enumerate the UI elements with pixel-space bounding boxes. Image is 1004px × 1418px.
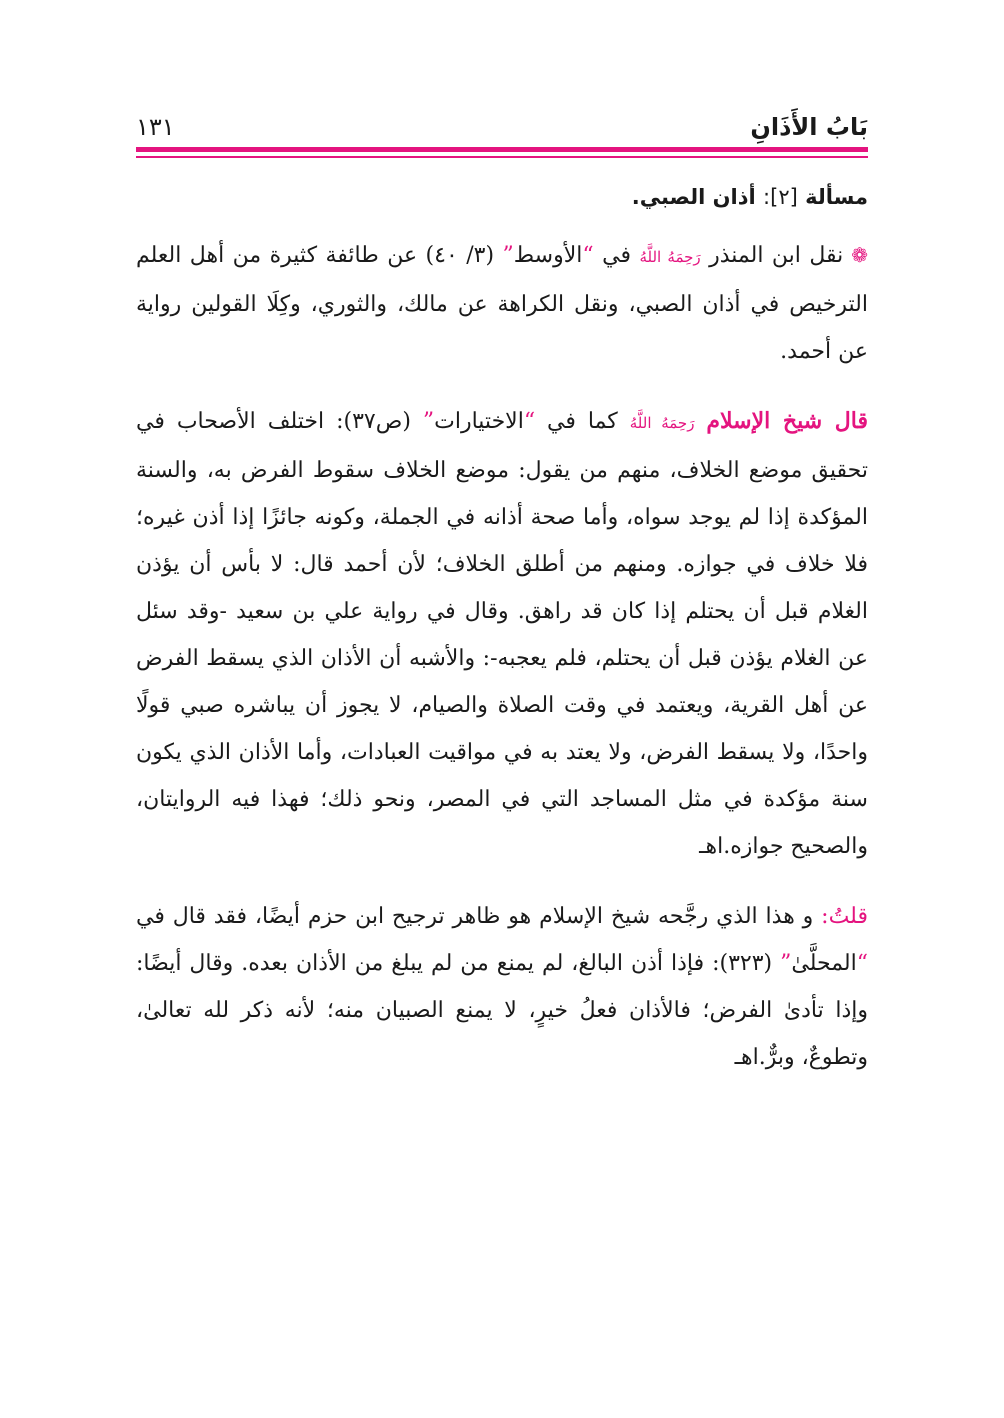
paragraph-shaykh-alislam bbox=[136, 398, 868, 870]
speaker-label: قال شيخ الإسلام bbox=[706, 408, 868, 434]
page-body bbox=[136, 180, 868, 1081]
p2-text-b: (ص٣٧): اختلف الأصحاب في تحقيق موضع الخلاف، منهم من يقول: موضع الخلاف سقوط الفرض به، والسنة المؤكدة إذا لم يوجد سواه، وأما صحة أذانه في الجملة، وكونه جائزًا إذا أذن غيره؛ فلا خلاف في جوازه. ومنهم من أطلق الخلاف؛ لأن أحمد قال: لا بأس أن يؤذن الغلام قبل أن يحتلم إذا كان قد راهق. وقال في رواية علي بن سعيد -وقد سئل عن الغلام يؤذن قبل أن يحتلم، فلم يعجبه-: والأشبه أن الأذان الذي يسقط الفرض عن أهل القرية، ويعتمد في وقت الصلاة والصيام، لا يجوز أن يباشره صبي قولًا واحدًا، ولا يسقط الفرض، ولا يعتد به في مواقيت العبادات، وأما الأذان الذي يكون سنة مؤكدة في مثل المساجد التي في المصر، ونحو ذلك؛ فهذا فيه الروايتان، والصحيح جوازه.اهـ bbox=[136, 409, 868, 859]
paragraph-ibn-almundhir bbox=[136, 232, 868, 375]
p1-text-b: في bbox=[602, 243, 631, 268]
issue-title: أذان الصبي. bbox=[631, 185, 756, 209]
p1-text-a: نقل ابن المنذر bbox=[709, 243, 844, 268]
p3-text-b: (٣٢٣): فإذا أذن البالغ، لم يمنع من لم يبلغ من الأذان بعده. وقال أيضًا: وإذا تأدىٰ الفرض؛ فالأذان فعلُ خيرٍ، لا يمنع الصبيان منه؛ لأنه ذكر لله تعالىٰ، وتطوعٌ، وبرٌّ.اهـ bbox=[136, 951, 868, 1070]
quote-open-mark: “ bbox=[856, 951, 868, 976]
quote-open-mark: “ bbox=[582, 243, 594, 268]
flower-ornament-icon: ❁ bbox=[851, 243, 869, 267]
honorific-symbol: رَحِمَهُ اللَّهُ bbox=[629, 414, 695, 432]
quote-close-mark: ” bbox=[780, 951, 792, 976]
p2-text-a: كما في bbox=[547, 409, 618, 434]
page-header bbox=[136, 112, 868, 146]
page-number: ١٣١ bbox=[136, 113, 175, 141]
header-rule-thick bbox=[136, 147, 868, 152]
honorific-symbol: رَحِمَهُ اللَّهُ bbox=[639, 248, 701, 266]
quote-open-mark: “ bbox=[523, 409, 536, 434]
chapter-title: بَابُ الأَذَانِ bbox=[750, 113, 868, 141]
qultu-label: قلتُ: bbox=[821, 904, 868, 929]
p3-text-a: و هذا الذي رجَّحه شيخ الإسلام هو ظاهر ترجيح ابن حزم أيضًا، فقد قال في bbox=[136, 904, 814, 929]
issue-heading bbox=[136, 180, 868, 214]
issue-number: [٢]: bbox=[763, 185, 798, 209]
issue-label: مسألة bbox=[805, 185, 868, 209]
header-rule-thin bbox=[136, 156, 868, 158]
p1-text-c: (٣/ ٤٠) عن طائفة كثيرة من أهل العلم الترخيص في أذان الصبي، ونقل الكراهة عن مالك، والثوري، وكِلَا القولين رواية عن أحمد. bbox=[136, 243, 868, 364]
quote-close-mark: ” bbox=[422, 409, 435, 434]
quote-close-mark: ” bbox=[502, 243, 514, 268]
book-title-awsat: الأوسط bbox=[513, 243, 583, 268]
book-title-ikhtiyarat: الاختيارات bbox=[434, 409, 524, 434]
book-title-muhalla: المحلَّىٰ bbox=[791, 951, 857, 976]
paragraph-author-comment bbox=[136, 893, 868, 1081]
